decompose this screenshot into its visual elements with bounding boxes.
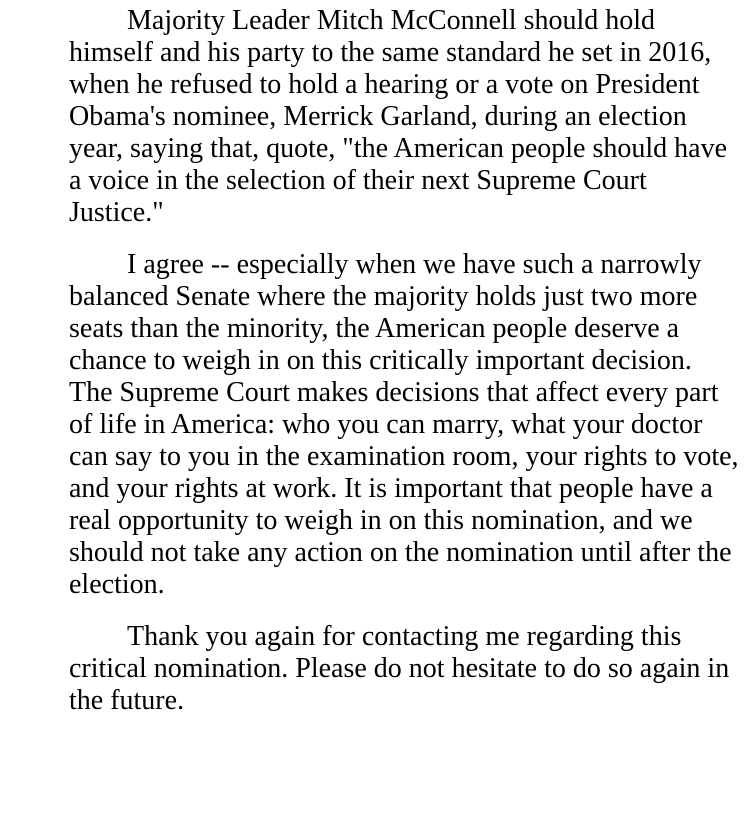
paragraph-standard-2016: Majority Leader Mitch McConnell should hold himself and his party to the same standard he set in 2016, when he refused to hold a hearing or a vote on President Obama's nominee, Merrick Garland, during an election year, saying that, quote, "the American people should have a voice in the selection of their next Supreme Court Justice." xyxy=(69,5,727,228)
paragraph-closing: Thank you again for contacting me regarding this critical nomination. Please do not hesitate to do so again in the future. xyxy=(69,621,730,716)
letter-body xyxy=(69,5,741,717)
paragraph-agreement: I agree -- especially when we have such a narrowly balanced Senate where the majority holds just two more seats than the minority, the American people deserve a chance to weigh in on this critically important decision. The Supreme Court makes decisions that affect every part of life in America: who you can marry, what your doctor can say to you in the examination room, your rights to vote, and your rights at work. It is important that people have a real opportunity to weigh in on this nomination, and we should not take any action on the nomination until after the election. xyxy=(69,249,739,600)
